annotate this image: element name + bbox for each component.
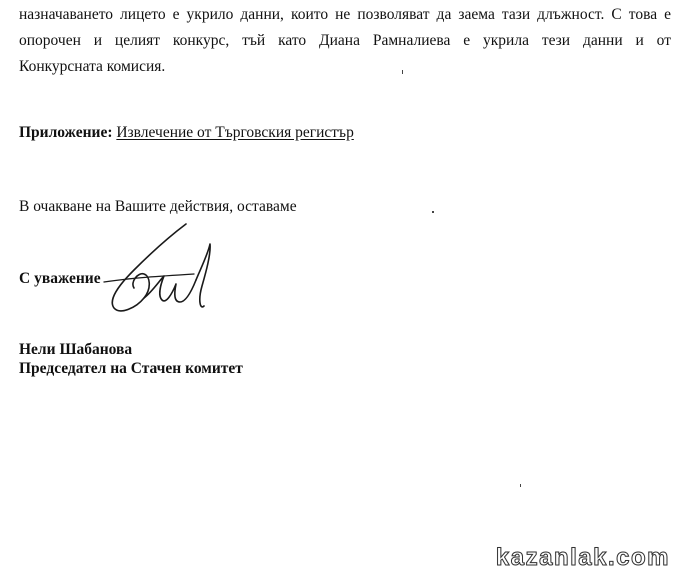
scan-speck	[402, 70, 403, 74]
body-paragraph	[19, 2, 671, 80]
signer-title: Председател на Стачен комитет	[19, 360, 243, 377]
attachment-line	[19, 124, 354, 142]
paragraph-line: опорочен и целият конкурс, тъй като Диана Рамналиева е укрила тези данни и от	[19, 32, 671, 49]
regards-text: С уважение	[19, 270, 101, 287]
scan-speck	[432, 211, 434, 213]
paragraph-line: назначаването лицето е укрило данни, които не позволяват да заема тази длъжност. С това е	[19, 6, 671, 23]
closing-line: В очакване на Вашите действия, оставаме	[19, 198, 297, 215]
handwritten-signature	[100, 218, 230, 318]
signer-name: Нели Шабанова	[19, 341, 133, 358]
attachment-label: Приложение:	[19, 124, 113, 141]
paragraph-line: Конкурсната комисия.	[19, 58, 166, 75]
watermark: kazanlak.com	[495, 544, 670, 571]
attachment-title: Извлечение от Търговския регистър	[116, 124, 354, 141]
scan-speck	[520, 484, 521, 487]
